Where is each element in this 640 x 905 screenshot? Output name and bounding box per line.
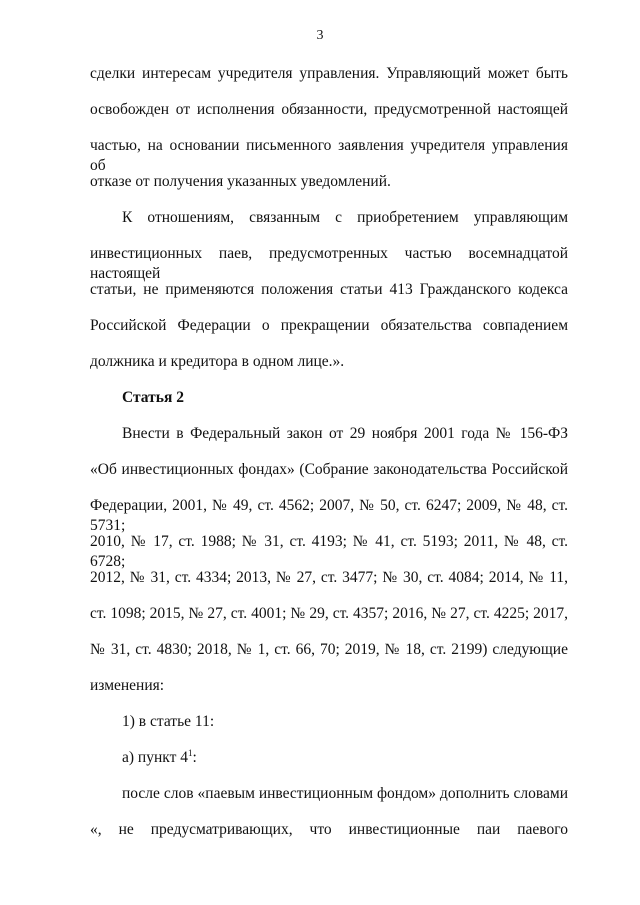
- text-line: «Об инвестиционных фондах» (Собрание законодательства Российской: [90, 461, 568, 478]
- text-line: Федерации, 2001, № 49, ст. 4562; 2007, № 50, ст. 6247; 2009, № 48, ст. 5731;: [90, 497, 568, 534]
- page-number: 3: [316, 28, 324, 43]
- item-text: а) пункт 4: [122, 749, 188, 766]
- superscript: 1: [187, 748, 193, 758]
- text-line: ст. 1098; 2015, № 27, ст. 4001; № 29, ст. 4357; 2016, № 27, ст. 4225; 2017,: [90, 605, 568, 622]
- text-line: 2010, № 17, ст. 1988; № 31, ст. 4193; № 41, ст. 5193; 2011, № 48, ст. 6728;: [90, 533, 568, 570]
- text-line: частью, на основании письменного заявления учредителя управления об: [90, 137, 568, 174]
- text-line: К отношениям, связанным с приобретением управляющим: [122, 209, 568, 226]
- text-line: Российской Федерации о прекращении обязательства совпадением: [90, 317, 568, 334]
- text-line: Внести в Федеральный закон от 29 ноября 2001 года № 156-ФЗ: [122, 425, 568, 442]
- text-line: № 31, ст. 4830; 2018, № 1, ст. 66, 70; 2019, № 18, ст. 2199) следующие: [90, 641, 568, 658]
- text-line: «, не предусматривающих, что инвестиционные паи паевого: [90, 821, 568, 838]
- text-line: отказе от получения указанных уведомлений.: [90, 173, 391, 190]
- list-item: [122, 748, 568, 768]
- text-line: после слов «паевым инвестиционным фондом» дополнить словами: [122, 785, 568, 802]
- text-line: инвестиционных паев, предусмотренных частью восемнадцатой настоящей: [90, 245, 568, 282]
- text-line: сделки интересам учредителя управления. Управляющий может быть: [90, 65, 568, 82]
- text-line: 2012, № 31, ст. 4334; 2013, № 27, ст. 3477; № 30, ст. 4084; 2014, № 11,: [90, 569, 568, 586]
- text-line: освобожден от исполнения обязанности, предусмотренной настоящей: [90, 101, 568, 118]
- item-suffix: :: [192, 749, 197, 766]
- article-heading: Статья 2: [122, 389, 184, 406]
- text-line: должника и кредитора в одном лице.».: [90, 353, 345, 370]
- text-line: статьи, не применяются положения статьи 413 Гражданского кодекса: [90, 281, 568, 298]
- text-line: изменения:: [90, 677, 165, 694]
- list-item: 1) в статье 11:: [122, 713, 215, 730]
